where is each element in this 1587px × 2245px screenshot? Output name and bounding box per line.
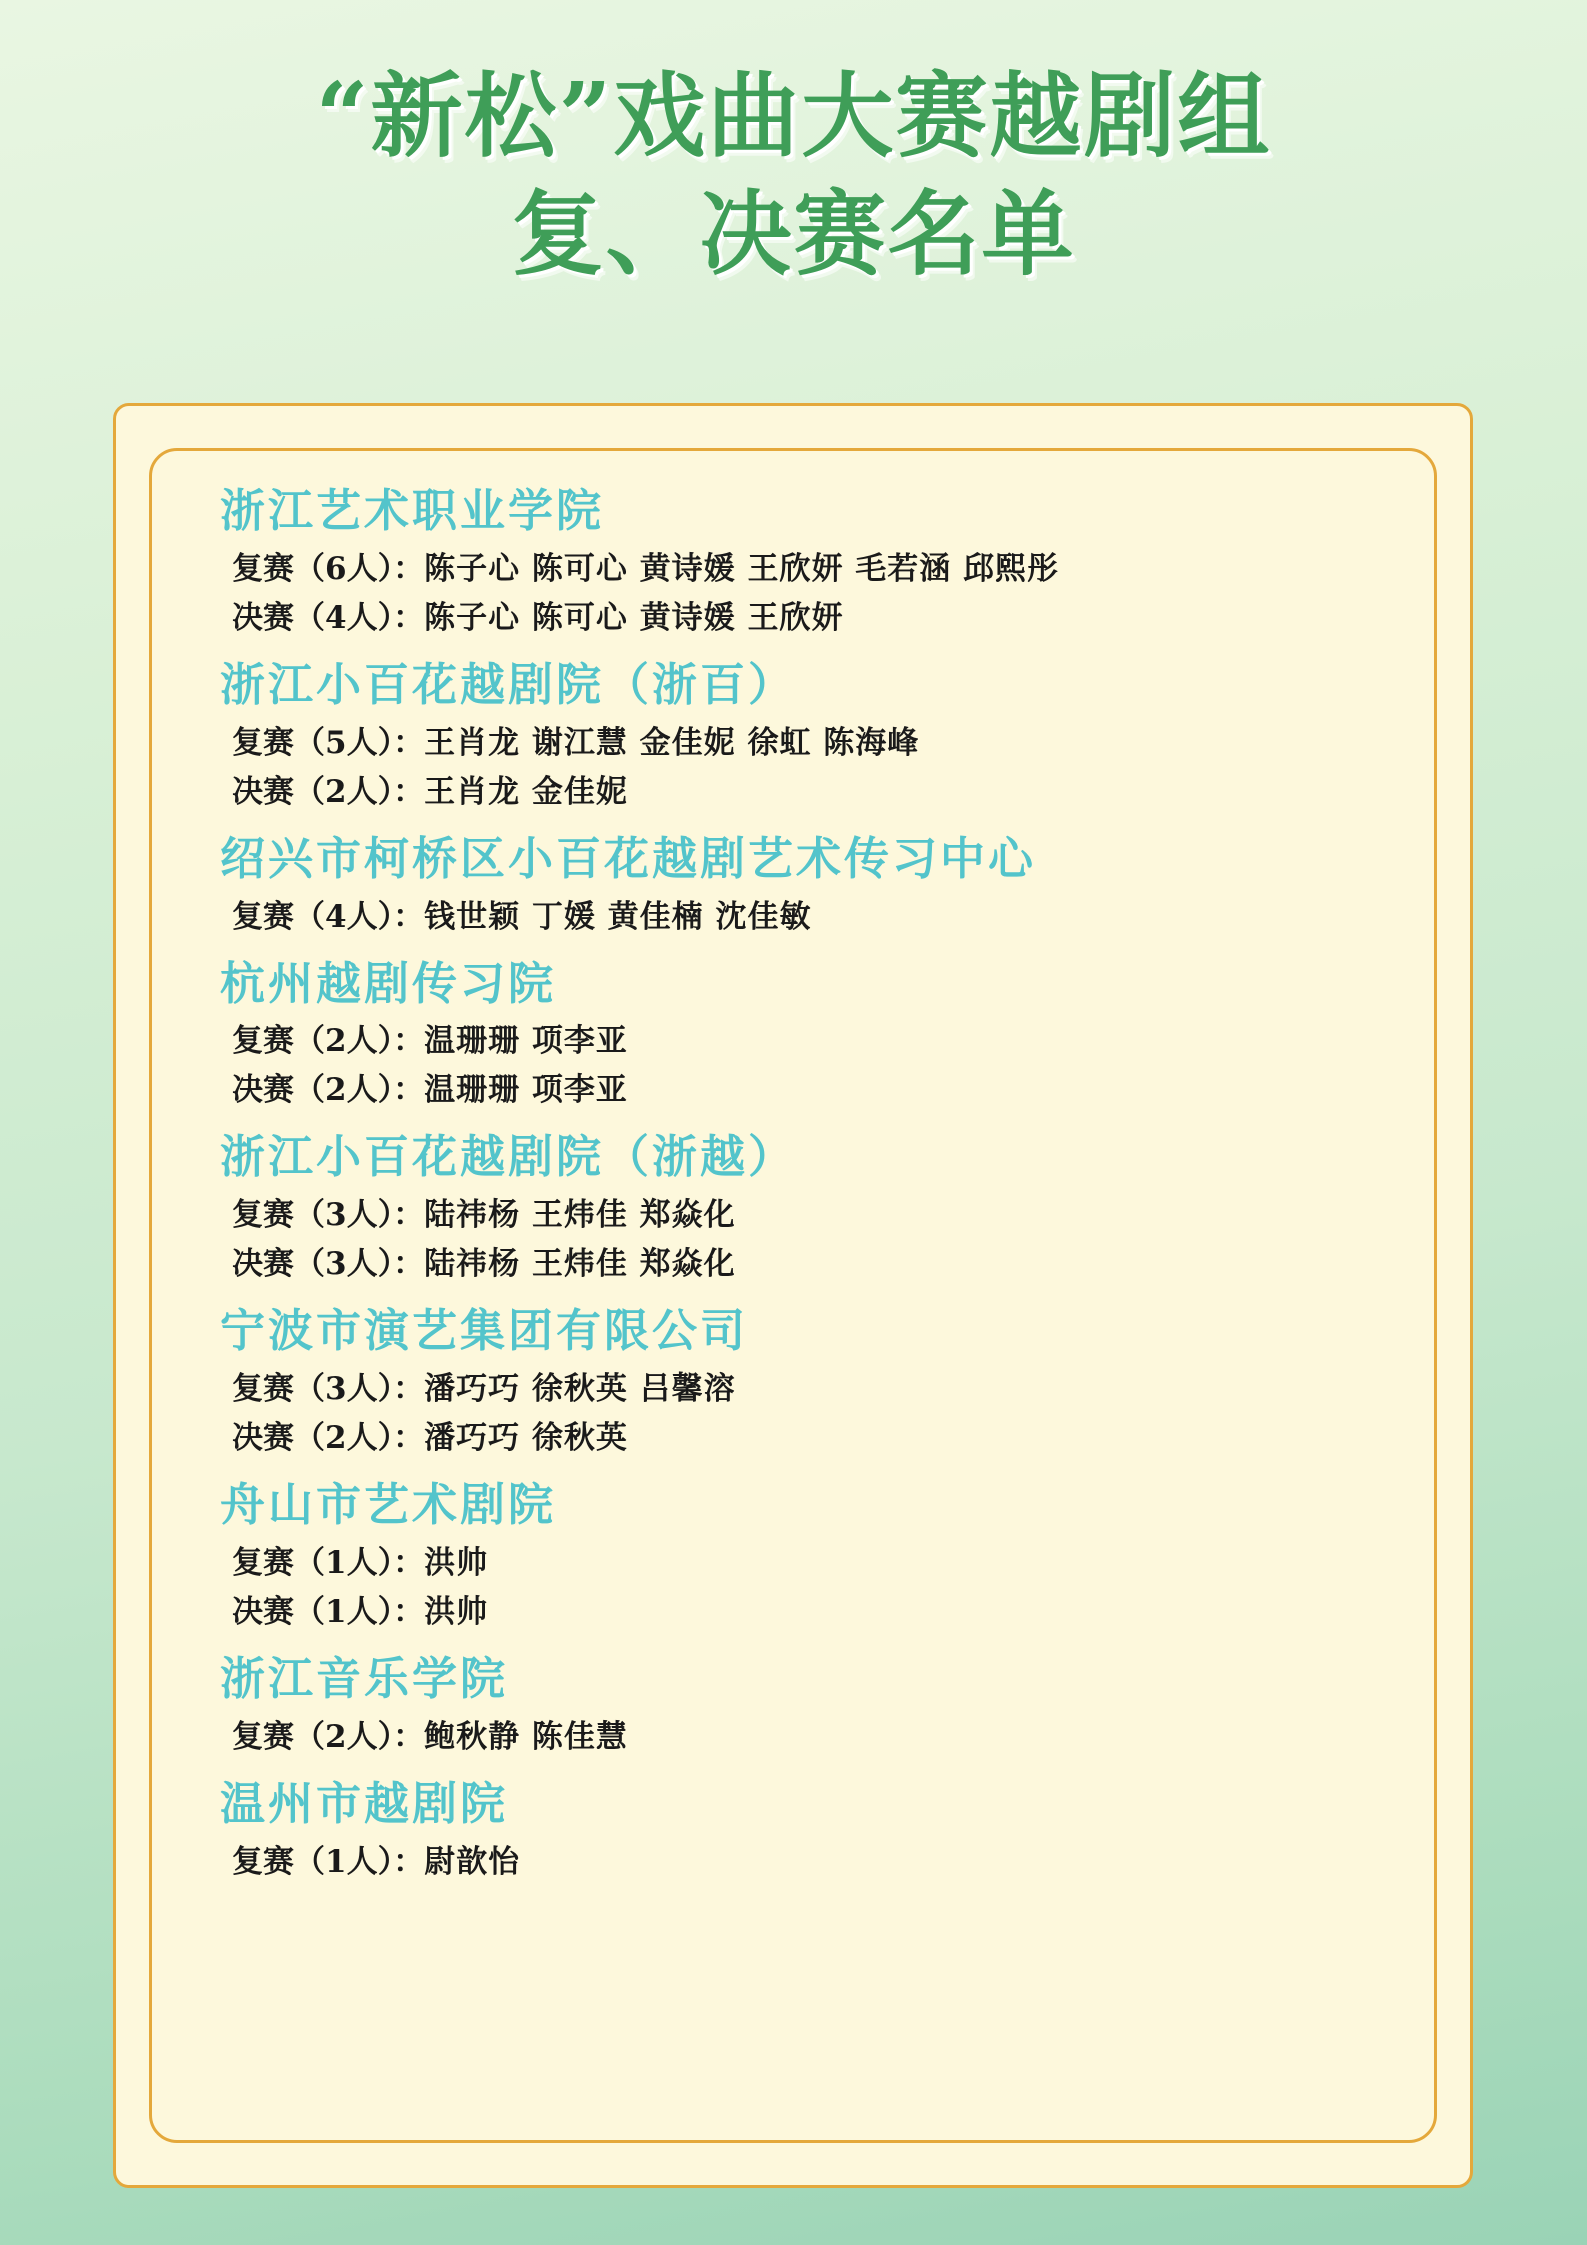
group-list — [192, 479, 1394, 1887]
round-label: 复赛（3人）： — [232, 1371, 425, 1408]
round-label: 决赛（1人）： — [232, 1593, 425, 1630]
round-row — [232, 768, 1394, 817]
group-name: 杭州越剧传习院 — [220, 956, 557, 1010]
name-list-card — [113, 403, 1473, 2188]
round-label: 复赛（2人）： — [232, 1718, 425, 1755]
round-row — [232, 1191, 1394, 1240]
group-name: 舟山市艺术剧院 — [220, 1478, 557, 1531]
title-line-1: “新松”戏曲大赛越剧组 — [315, 62, 1272, 170]
group — [192, 479, 1394, 643]
round-label: 决赛（2人）： — [232, 773, 425, 810]
group — [192, 952, 1394, 1116]
group — [192, 1473, 1394, 1637]
round-participant-names: 钱世颖 丁媛 黄佳楠 沈佳敏 — [424, 898, 812, 935]
round-label: 复赛（3人）： — [232, 1197, 425, 1234]
round-row — [232, 1017, 1394, 1066]
round-row — [232, 1066, 1394, 1115]
round-label: 决赛（3人）： — [232, 1246, 425, 1283]
round-participant-names: 温珊珊 项李亚 — [424, 1072, 628, 1109]
round-row — [232, 893, 1394, 942]
group — [192, 653, 1394, 817]
group — [192, 827, 1394, 942]
round-participant-names: 陈子心 陈可心 黄诗媛 王欣妍 毛若涵 邱熙彤 — [424, 550, 1060, 587]
title-line-2: 复、决赛名单 — [511, 179, 1076, 288]
round-row — [232, 1838, 1394, 1887]
group-name: 浙江小百花越剧院（浙越） — [220, 1130, 797, 1184]
poster-title — [0, 0, 1587, 294]
round-label: 复赛（1人）： — [232, 1843, 425, 1880]
round-participant-names: 潘巧巧 徐秋英 — [424, 1420, 628, 1457]
round-participant-names: 尉歆怡 — [424, 1843, 521, 1880]
group-name: 浙江小百花越剧院（浙百） — [220, 657, 797, 711]
round-participant-names: 陆祎杨 王炜佳 郑焱化 — [424, 1246, 736, 1283]
round-label: 复赛（2人）： — [232, 1023, 425, 1060]
round-participant-names: 王肖龙 谢江慧 金佳妮 徐虹 陈海峰 — [424, 724, 920, 761]
group-name: 浙江音乐学院 — [220, 1651, 509, 1705]
round-participant-names: 潘巧巧 徐秋英 吕馨溶 — [424, 1371, 736, 1408]
round-label: 复赛（4人）： — [232, 898, 425, 935]
group-name: 浙江艺术职业学院 — [220, 484, 605, 537]
name-list-card-inner — [149, 448, 1437, 2143]
round-label: 复赛（5人）： — [232, 724, 425, 761]
round-participant-names: 陆祎杨 王炜佳 郑焱化 — [424, 1197, 736, 1234]
group — [192, 1125, 1394, 1289]
round-row — [232, 1588, 1394, 1637]
round-participant-names: 洪帅 — [424, 1544, 489, 1581]
round-participant-names: 鲍秋静 陈佳慧 — [424, 1718, 628, 1755]
round-participant-names: 温珊珊 项李亚 — [424, 1023, 628, 1060]
round-label: 复赛（6人）： — [232, 550, 425, 587]
group — [192, 1299, 1394, 1463]
round-label: 决赛（2人）： — [232, 1072, 425, 1109]
round-row — [232, 1713, 1394, 1762]
round-row — [232, 1539, 1394, 1588]
round-row — [232, 594, 1394, 643]
round-participant-names: 洪帅 — [424, 1593, 489, 1630]
round-participant-names: 陈子心 陈可心 黄诗媛 王欣妍 — [424, 599, 844, 636]
group-name: 温州市越剧院 — [220, 1776, 509, 1830]
round-participant-names: 王肖龙 金佳妮 — [424, 773, 628, 810]
round-row — [232, 1365, 1394, 1414]
round-row — [232, 1414, 1394, 1463]
round-label: 决赛（2人）： — [232, 1420, 425, 1457]
round-row — [232, 545, 1394, 594]
group — [192, 1647, 1394, 1762]
group — [192, 1772, 1394, 1887]
round-label: 复赛（1人）： — [232, 1544, 425, 1581]
round-row — [232, 1240, 1394, 1289]
group-name: 宁波市演艺集团有限公司 — [220, 1304, 749, 1358]
round-row — [232, 719, 1394, 768]
group-name: 绍兴市柯桥区小百花越剧艺术传习中心 — [220, 831, 1037, 885]
round-label: 决赛（4人）： — [232, 599, 425, 636]
